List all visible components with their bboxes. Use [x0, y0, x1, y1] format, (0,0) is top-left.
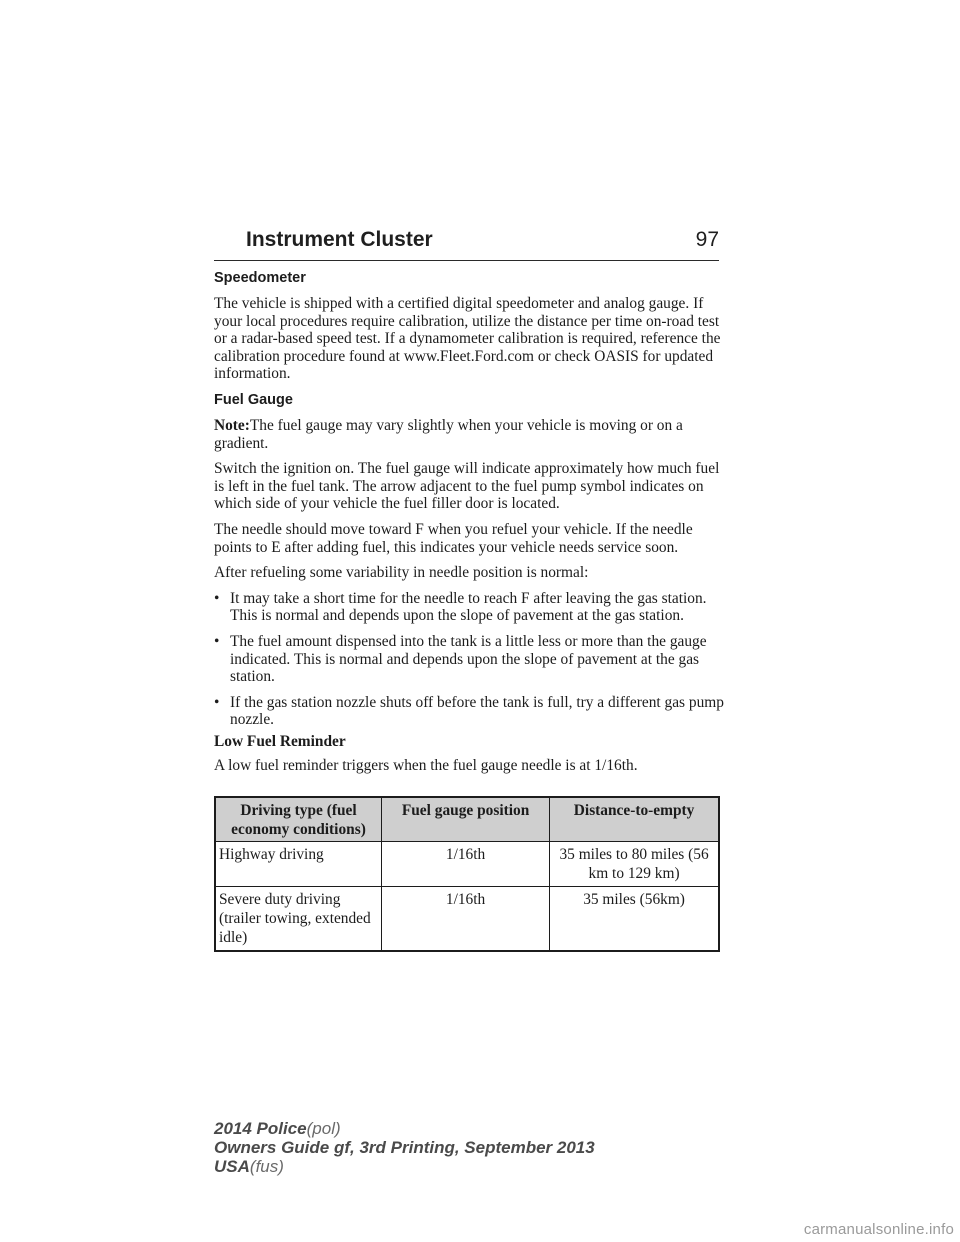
note-text: The fuel gauge may vary slightly when your vehicle is moving or on a gradient.	[214, 416, 683, 452]
list-item	[214, 694, 724, 729]
table-row	[215, 887, 719, 952]
bullet-icon: •	[214, 693, 220, 711]
column-header-driving-type: Driving type (fuel economy conditions)	[215, 797, 381, 842]
footer-model: 2014 Police	[214, 1119, 307, 1138]
bullet-icon: •	[214, 589, 220, 607]
table-cell: Severe duty driving (trailer towing, extended idle)	[215, 887, 381, 952]
low-fuel-heading: Low Fuel Reminder	[214, 732, 346, 750]
footer-market: USA	[214, 1157, 250, 1176]
header-divider	[214, 260, 719, 261]
column-header-distance-to-empty: Distance-to-empty	[550, 797, 719, 842]
speedometer-heading: Speedometer	[214, 270, 306, 286]
footer-market-code: (fus)	[249, 1157, 284, 1176]
refuel-bullet-list	[214, 590, 724, 729]
table-cell: 35 miles to 80 miles (56 km to 129 km)	[550, 842, 719, 887]
page-header	[214, 224, 719, 260]
list-item	[214, 633, 724, 686]
page-number: 97	[695, 228, 719, 251]
footer-model-code: (pol)	[306, 1119, 341, 1138]
table-header-row	[215, 797, 719, 842]
footer-line-3	[214, 1157, 595, 1176]
watermark: carmanualsonline.info	[803, 1221, 954, 1238]
speedometer-paragraph: The vehicle is shipped with a certified digital speedometer and analog gauge. If your local procedures require calibration, utilize the distance per time on-road test or a radar-based speed test. If a dynamometer calibration is required, reference the calibration procedure found at www.Fleet.Ford.com or check OASIS for updated information.	[214, 295, 721, 383]
table-cell: 1/16th	[381, 887, 549, 952]
table-cell: Highway driving	[215, 842, 381, 887]
footer-line-1	[214, 1119, 595, 1138]
fuel-gauge-paragraph-3: After refueling some variability in needle position is normal:	[214, 564, 589, 582]
document-footer	[214, 1119, 595, 1176]
page-content	[214, 269, 724, 782]
column-header-gauge-position: Fuel gauge position	[381, 797, 549, 842]
list-item	[214, 590, 724, 625]
table-row	[215, 842, 719, 887]
fuel-gauge-heading: Fuel Gauge	[214, 391, 293, 408]
fuel-gauge-paragraph-2: The needle should move toward F when you refuel your vehicle. If the needle points to E after adding fuel, this indicates your vehicle needs service soon.	[214, 520, 693, 556]
section-title: Instrument Cluster	[246, 228, 433, 251]
table-cell: 35 miles (56km)	[550, 887, 719, 952]
fuel-gauge-paragraph-1: Switch the ignition on. The fuel gauge will indicate approximately how much fuel is left in the fuel tank. The arrow adjacent to the fuel pump symbol indicates on which side of your vehicle the fuel filler door is located.	[214, 460, 720, 513]
bullet-text: The fuel amount dispensed into the tank is a little less or more than the gauge indicated. This is normal and depends upon the slope of pavement at the gas station.	[230, 632, 707, 686]
low-fuel-paragraph: A low fuel reminder triggers when the fuel gauge needle is at 1/16th.	[214, 756, 638, 774]
table-cell: 1/16th	[381, 842, 549, 887]
low-fuel-table	[214, 796, 720, 952]
bullet-text: If the gas station nozzle shuts off before the tank is full, try a different gas pump nozzle.	[230, 693, 724, 729]
fuel-gauge-note	[214, 417, 724, 452]
footer-line-2: Owners Guide gf, 3rd Printing, September 2013	[214, 1138, 595, 1157]
note-label: Note:	[214, 416, 250, 434]
bullet-text: It may take a short time for the needle to reach F after leaving the gas station. This is normal and depends upon the slope of pavement at the gas station.	[230, 589, 707, 625]
bullet-icon: •	[214, 632, 220, 650]
